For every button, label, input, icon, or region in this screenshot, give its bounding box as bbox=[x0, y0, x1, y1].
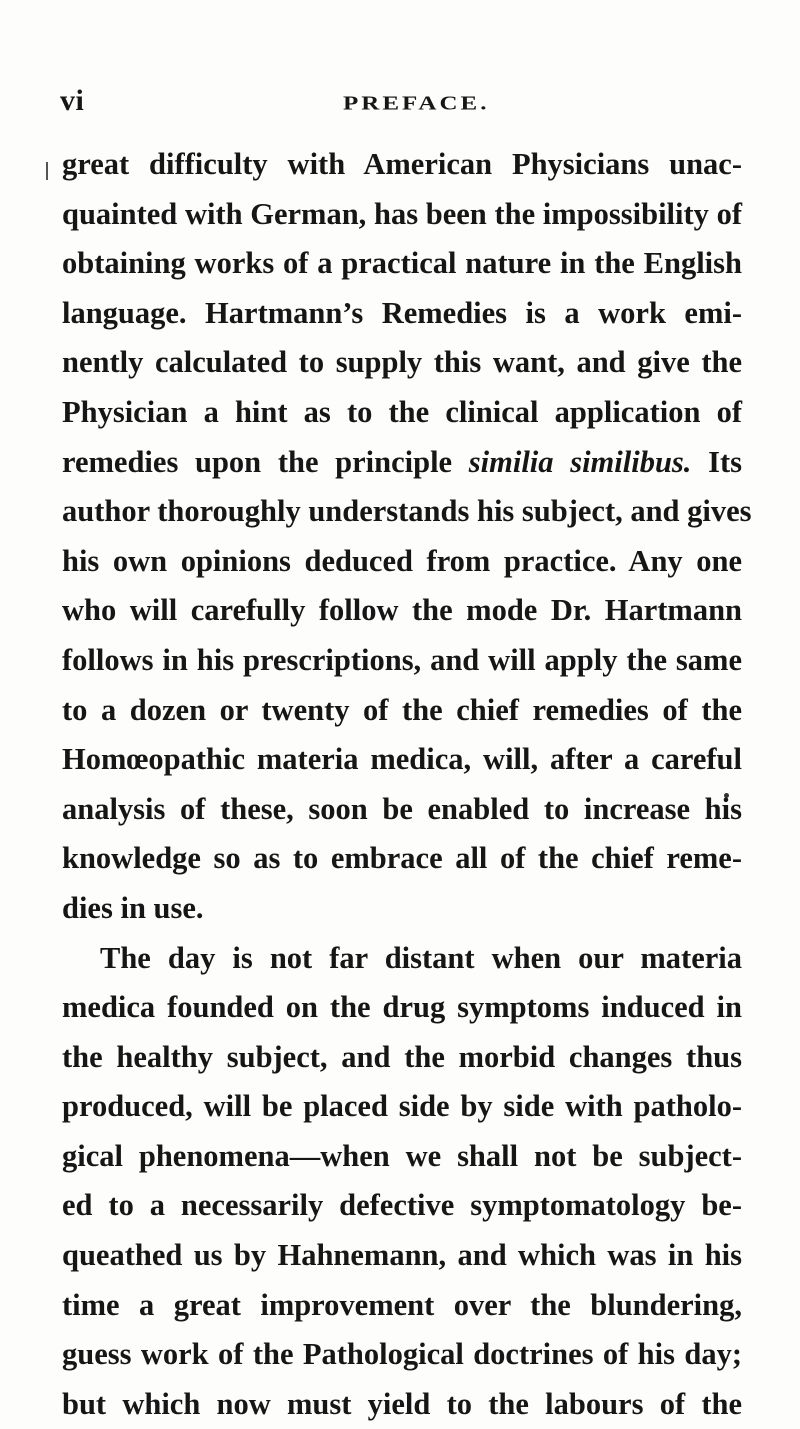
text-line: time a great improvement over the blundering, bbox=[62, 1287, 742, 1322]
text-segment: remedies upon the principle bbox=[62, 444, 469, 479]
text-segment: Its bbox=[691, 444, 742, 479]
body-text bbox=[62, 140, 752, 1429]
text-line: queathed us by Hahnemann, and which was in his bbox=[62, 1238, 742, 1273]
text-line: analysis of these, soon be enabled to increase his bbox=[62, 791, 742, 826]
text-line: knowledge so as to embrace all of the chief reme- bbox=[62, 841, 742, 876]
page-header-title: PREFACE. bbox=[343, 93, 490, 115]
text-line: follows in his prescriptions, and will apply the same bbox=[62, 642, 742, 677]
paragraph-end-line: dies in use. bbox=[62, 890, 204, 925]
text-line: obtaining works of a practical nature in the English bbox=[62, 246, 742, 281]
running-head bbox=[60, 84, 740, 124]
text-line: nently calculated to supply this want, and give the bbox=[62, 345, 742, 380]
text-line-with-italic bbox=[62, 438, 742, 488]
text-line: to a dozen or twenty of the chief remedies of the bbox=[62, 692, 742, 727]
text-line: great difficulty with American Physicians unac- bbox=[62, 147, 742, 181]
text-line: guess work of the Pathological doctrines of his day; bbox=[62, 1337, 742, 1372]
paragraph-start-line: The day is not far distant when our materia bbox=[100, 940, 742, 975]
text-line: his own opinions deduced from practice. Any one bbox=[62, 543, 742, 578]
text-line: gical phenomena—when we shall not be subject- bbox=[62, 1138, 742, 1173]
text-line: produced, will be placed side by side with patholo- bbox=[62, 1089, 742, 1124]
text-line: quainted with German, has been the impossibility of bbox=[62, 196, 742, 231]
margin-tick-mark bbox=[46, 162, 48, 180]
italic-phrase: similia similibus. bbox=[468, 444, 692, 479]
text-line: ed to a necessarily defective symptomatology be- bbox=[62, 1188, 742, 1223]
text-line: Physician a hint as to the clinical application of bbox=[62, 394, 742, 429]
text-line: who will carefully follow the mode Dr. Hartmann bbox=[62, 593, 742, 628]
text-line: language. Hartmann’s Remedies is a work emi- bbox=[62, 295, 742, 330]
text-line: author thoroughly understands his subject, and gives bbox=[62, 494, 752, 529]
text-line: the healthy subject, and the morbid changes thus bbox=[62, 1039, 742, 1074]
page-number: vi bbox=[60, 84, 85, 117]
text-line: Homœopathic materia medica, will, after a careful bbox=[62, 742, 742, 777]
text-line: but which now must yield to the labours of the bbox=[62, 1386, 742, 1421]
text-line: medica founded on the drug symptoms induced in bbox=[62, 990, 742, 1025]
